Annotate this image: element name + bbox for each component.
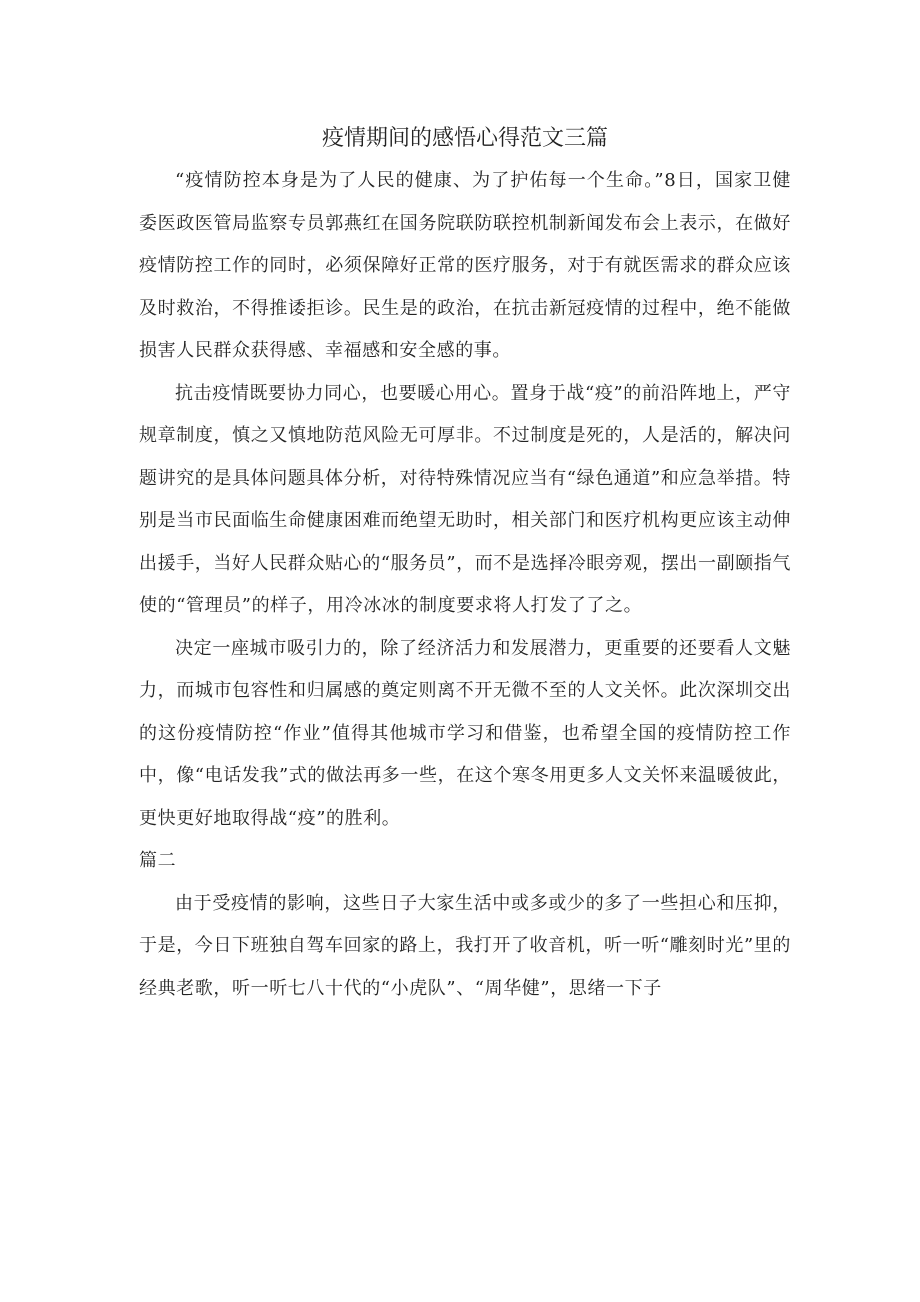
paragraph-3: 决定一座城市吸引力的，除了经济活力和发展潜力，更重要的还要看人文魅力，而城市包容性和归属感的奠定则离不开无微不至的人文关怀。此次深圳交出的这份疫情防控“作业”值得其他城市学习和借鉴，也希望全国的疫情防控工作中，像“电话发我”式的做法再多一些，在这个寒冬用更多人文关怀来温暖彼此，更快更好地取得战“疫”的胜利。 xyxy=(139,637,792,829)
section-heading: 篇二 xyxy=(139,850,177,871)
document-body xyxy=(139,118,791,1010)
paragraph-2: 抗击疫情既要协力同心，也要暖心用心。置身于战“疫”的前沿阵地上，严守规章制度，慎之又慎地防范风险无可厚非。不过制度是死的，人是活的，解决问题讲究的是具体问题具体分析，对待特殊情况应当有“绿色通道”和应急举措。特别是当市民面临生命健康困难而绝望无助时，相关部门和医疗机构更应该主动伸出援手，当好人民群众贴心的“服务员”，而不是选择冷眼旁观，摆出一副颐指气使的“管理员”的样子，用冷冰冰的制度要求将人打发了了之。 xyxy=(139,382,792,616)
document-title: 疫情期间的感悟心得范文三篇 xyxy=(321,126,608,151)
paragraph-1: “疫情防控本身是为了人民的健康、为了护佑每一个生命。”8日，国家卫健委医政医管局监察专员郭燕红在国务院联防联控机制新闻发布会上表示，在做好疫情防控工作的同时，必须保障好正常的医疗服务，对于有就医需求的群众应该及时救治，不得推诿拒诊。民生是的政治，在抗击新冠疫情的过程中，绝不能做损害人民群众获得感、幸福感和安全感的事。 xyxy=(139,170,791,361)
section-paragraph: 由于受疫情的影响，这些日子大家生活中或多或少的多了一些担心和压抑，于是，今日下班独自驾车回家的路上，我打开了收音机，听一听“雕刻时光”里的经典老歌，听一听七八十代的“小虎队”、“周华健”，思绪一下子 xyxy=(139,892,792,999)
